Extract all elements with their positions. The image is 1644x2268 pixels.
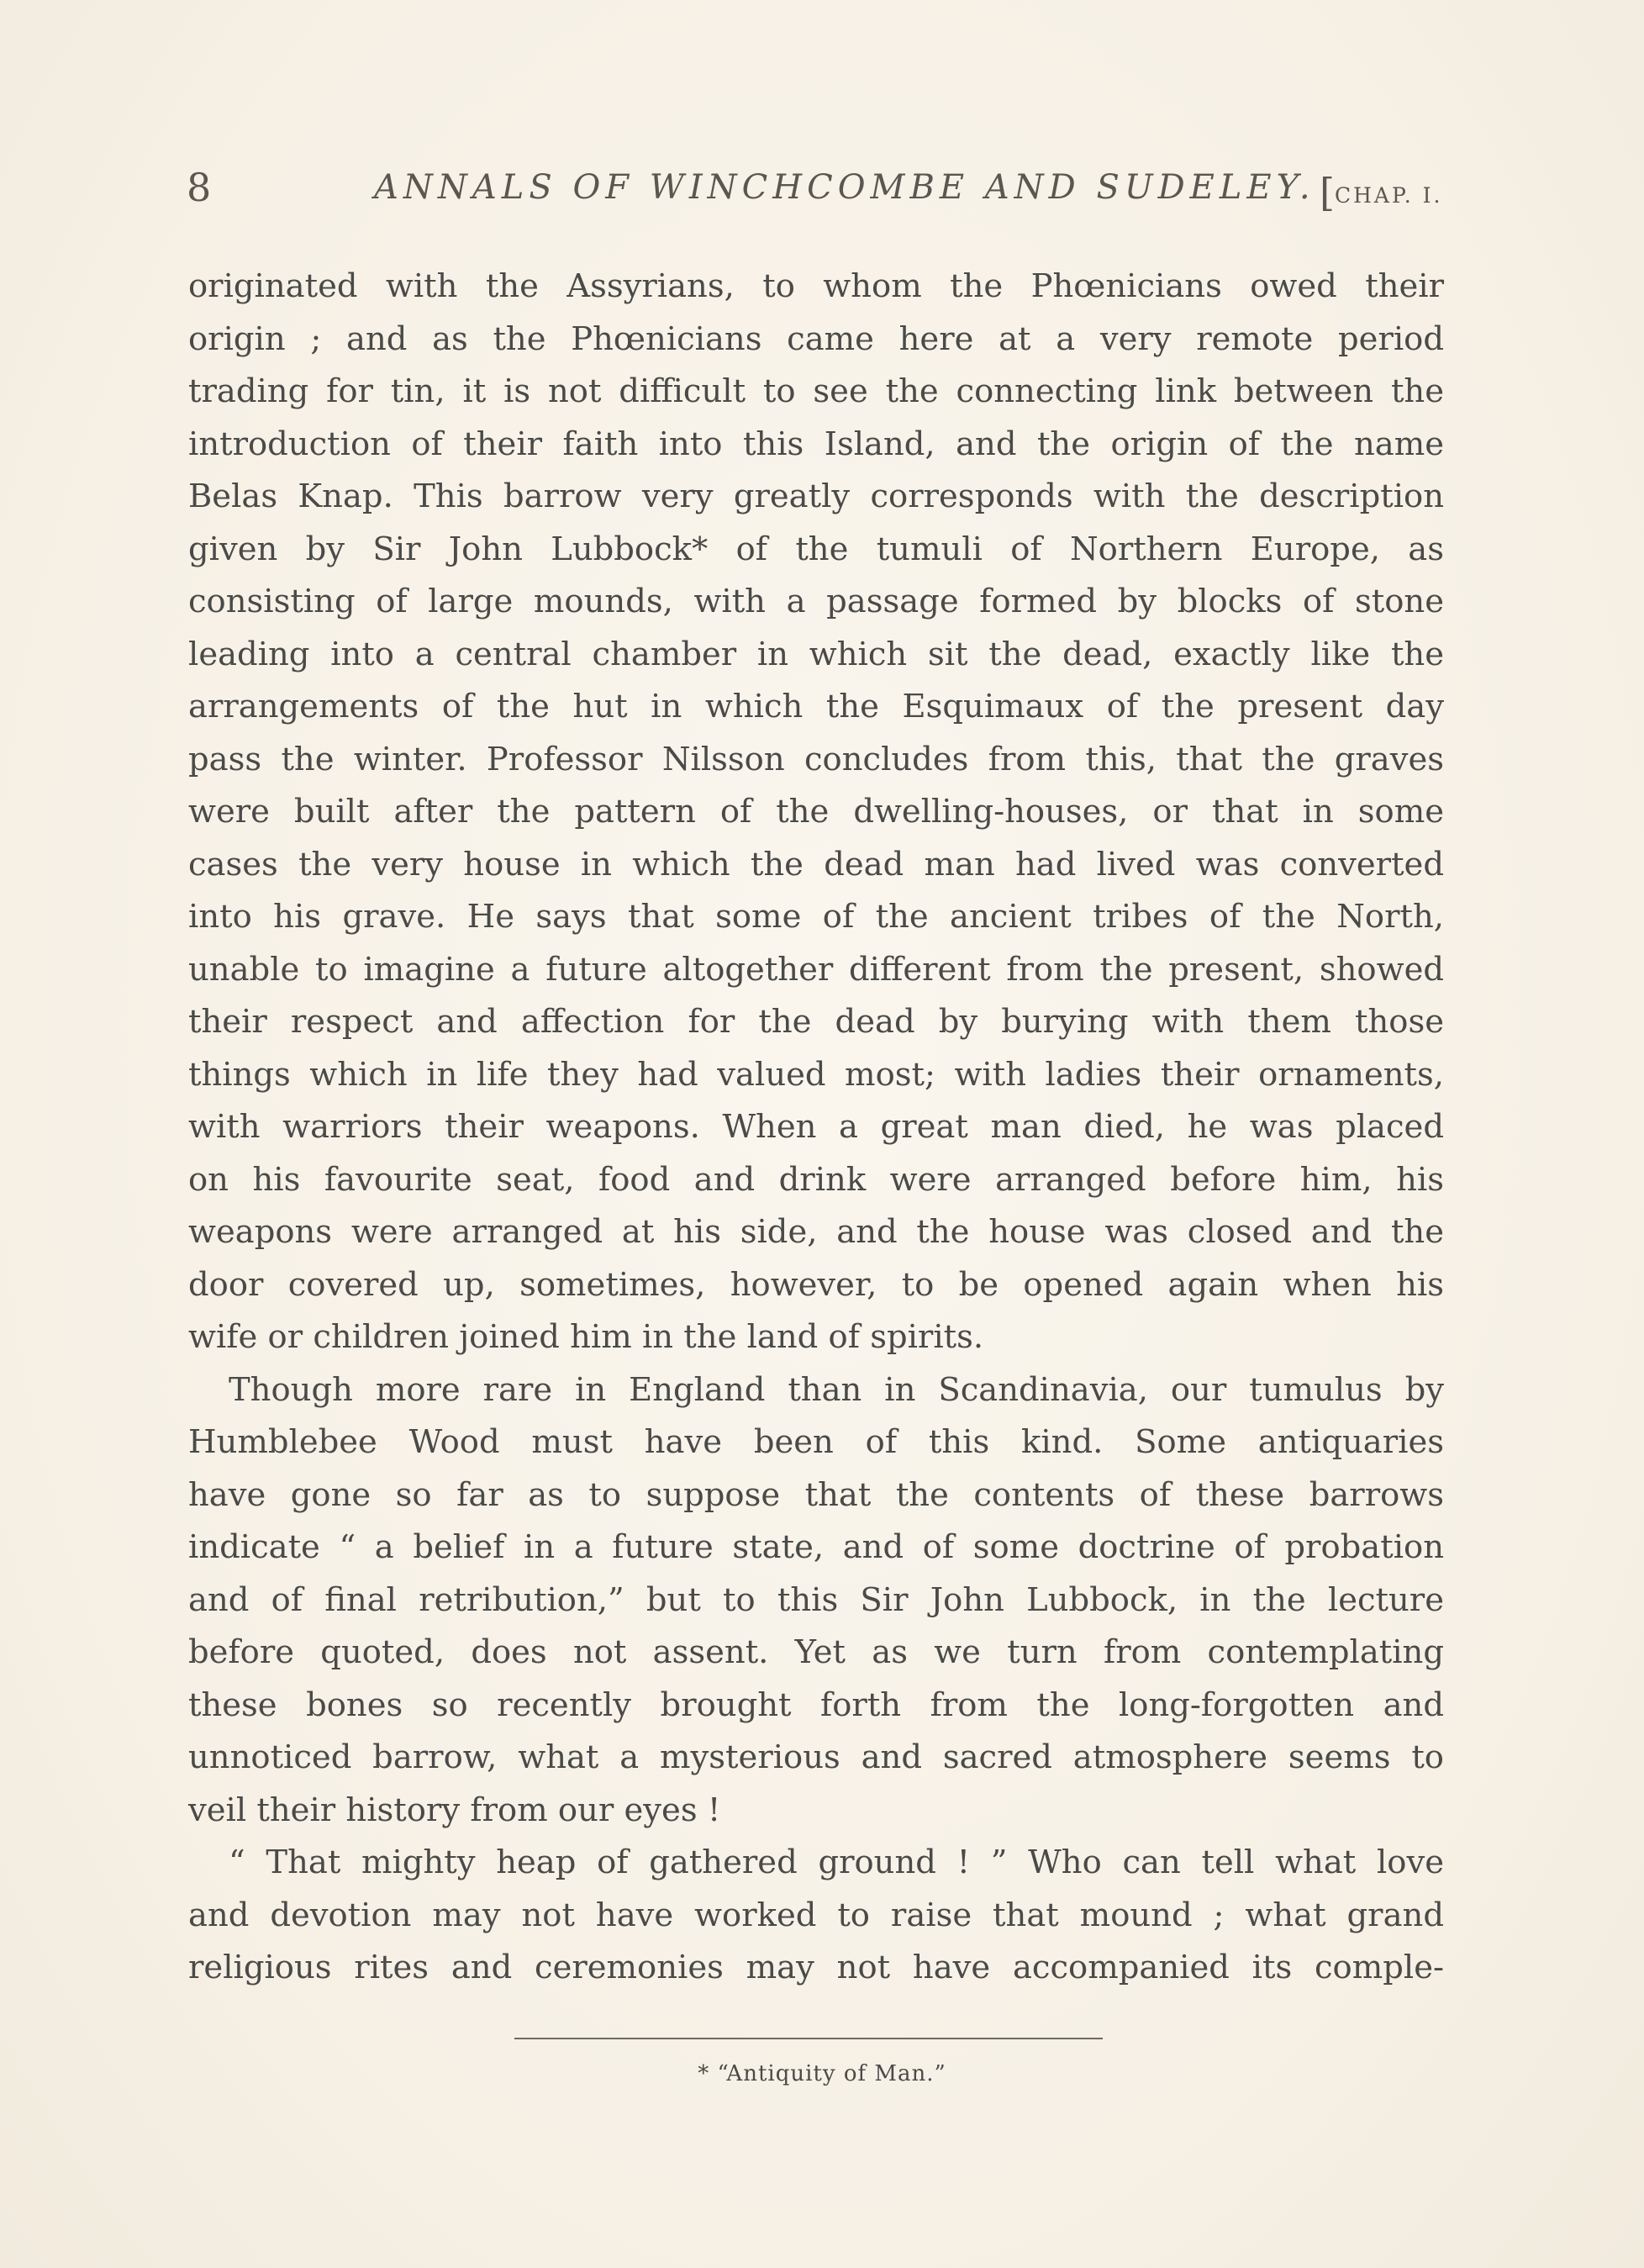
text-line: were built after the pattern of the dwelling-houses, or that in some (188, 793, 1444, 831)
paragraph-start-line: “ That mighty heap of gathered ground ! ” Who can tell what love (229, 1843, 1444, 1881)
text-line: these bones so recently brought forth from the long-forgotten and (188, 1685, 1444, 1724)
paragraph-end-line: veil their history from our eyes ! (188, 1791, 721, 1829)
text-line: things which in life they had valued most; with ladies their ornaments, (188, 1055, 1444, 1094)
text-line: unable to imagine a future altogether different from the present, showed (188, 950, 1444, 989)
text-line: on his favourite seat, food and drink were arranged before him, his (188, 1160, 1444, 1199)
chapter-bracket: [ (1320, 170, 1335, 215)
paragraph-start-line: Though more rare in England than in Scandinavia, our tumulus by (229, 1370, 1444, 1409)
text-line: and devotion may not have worked to raise that mound ; what grand (188, 1896, 1444, 1934)
body-text (188, 261, 1444, 1995)
text-line: religious rites and ceremonies may not have accompanied its comple- (188, 1949, 1444, 1986)
text-line: door covered up, sometimes, however, to be opened again when his (188, 1265, 1444, 1304)
text-line: pass the winter. Professor Nilsson concludes from this, that the graves (188, 740, 1444, 778)
text-line: into his grave. He says that some of the ancient tribes of the North, (188, 898, 1444, 936)
footnote: * “Antiquity of Man.” (698, 2061, 946, 2086)
page-header (185, 165, 1446, 224)
text-line: trading for tin, it is not difficult to see the connecting link between the (188, 372, 1444, 410)
text-line: indicate “ a belief in a future state, and of some doctrine of probation (188, 1528, 1444, 1566)
text-line: introduction of their faith into this Island, and the origin of the name (188, 425, 1444, 463)
chapter-label: CHAP. I. (1334, 183, 1443, 208)
chapter-reference (1320, 170, 1442, 215)
text-line: origin ; and as the Phœnicians came here at a very remote period (188, 319, 1444, 358)
text-line: arrangements of the hut in which the Esquimaux of the present day (188, 688, 1444, 725)
text-line: and of final retribution,” but to this Sir John Lubbock, in the lecture (188, 1580, 1444, 1619)
footnote-divider (514, 2038, 1103, 2039)
text-line: originated with the Assyrians, to whom the Phœnicians owed their (188, 267, 1444, 305)
text-line: their respect and affection for the dead by burying with them those (188, 1003, 1444, 1041)
text-line: unnoticed barrow, what a mysterious and sacred atmosphere seems to (188, 1738, 1444, 1776)
text-line: weapons were arranged at his side, and the house was closed and the (188, 1213, 1444, 1251)
running-title: ANNALS OF WINCHCOMBE AND SUDELEY. (374, 168, 1315, 207)
text-line: with warriors their weapons. When a great man died, he was placed (188, 1108, 1444, 1146)
paragraph-end-line: wife or children joined him in the land of spirits. (188, 1318, 984, 1356)
text-line: consisting of large mounds, with a passage formed by blocks of stone (188, 583, 1444, 620)
text-line: cases the very house in which the dead man had lived was converted (188, 845, 1444, 883)
text-line: leading into a central chamber in which sit the dead, exactly like the (188, 635, 1444, 673)
text-line: Humblebee Wood must have been of this kind. Some antiquaries (188, 1423, 1444, 1461)
text-line: before quoted, does not assent. Yet as we turn from contemplating (188, 1633, 1444, 1671)
text-line: Belas Knap. This barrow very greatly corresponds with the description (188, 477, 1444, 515)
page-number: 8 (187, 165, 212, 210)
text-line: have gone so far as to suppose that the contents of these barrows (188, 1475, 1444, 1514)
text-line: given by Sir John Lubbock* of the tumuli of Northern Europe, as (188, 530, 1444, 568)
